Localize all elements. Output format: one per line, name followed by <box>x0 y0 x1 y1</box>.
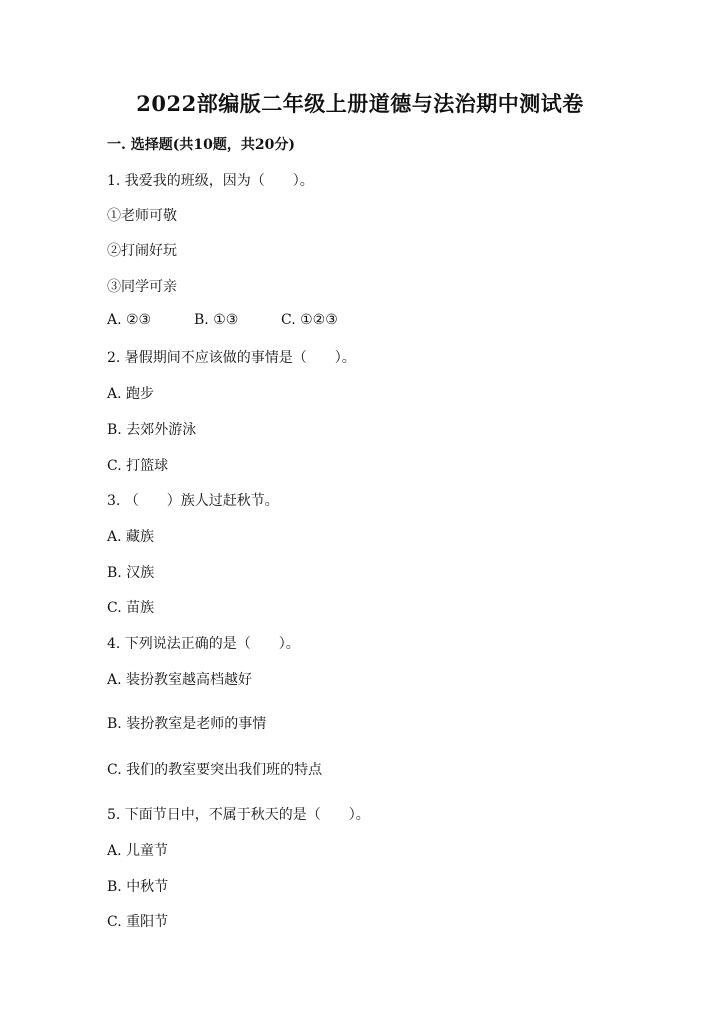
question-3-option-a: A. 藏族 <box>107 529 155 545</box>
question-3-stem: 3. （ ）族人过赶秋节。 <box>107 493 279 509</box>
question-3-option-b: B. 汉族 <box>107 565 155 581</box>
question-5-option-a: A. 儿童节 <box>107 843 169 859</box>
section-heading: 一. 选择题(共10题，共20分) <box>107 137 295 153</box>
question-1-statement-2: ②打闹好玩 <box>107 243 177 259</box>
question-1-statement-3: ③同学可亲 <box>107 279 177 295</box>
question-4-option-c: C. 我们的教室要突出我们班的特点 <box>107 762 323 778</box>
question-4-option-a: A. 装扮教室越高档越好 <box>107 672 253 688</box>
question-4-option-b: B. 装扮教室是老师的事情 <box>107 716 267 732</box>
question-2-option-a: A. 跑步 <box>107 386 155 402</box>
question-1-stem: 1. 我爱我的班级，因为（ ）。 <box>107 173 314 189</box>
question-1-option-c: C. ①②③ <box>281 312 338 328</box>
question-5-option-b: B. 中秋节 <box>107 879 169 895</box>
question-3-option-c: C. 苗族 <box>107 600 155 616</box>
question-1-options <box>107 312 338 328</box>
question-1-option-b: B. ①③ <box>194 312 239 328</box>
question-5-stem: 5. 下面节日中，不属于秋天的是（ ）。 <box>107 807 370 823</box>
question-5-option-c: C. 重阳节 <box>107 914 169 930</box>
question-2-stem: 2. 暑假期间不应该做的事情是（ ）。 <box>107 350 356 366</box>
question-1-option-a: A. ②③ <box>107 312 152 328</box>
question-2-option-c: C. 打篮球 <box>107 458 169 474</box>
question-1-statement-1: ①老师可敬 <box>107 208 177 224</box>
question-4-stem: 4. 下列说法正确的是（ ）。 <box>107 636 300 652</box>
question-2-option-b: B. 去郊外游泳 <box>107 422 197 438</box>
page-title: 2022部编版二年级上册道德与法治期中测试卷 <box>136 91 584 116</box>
